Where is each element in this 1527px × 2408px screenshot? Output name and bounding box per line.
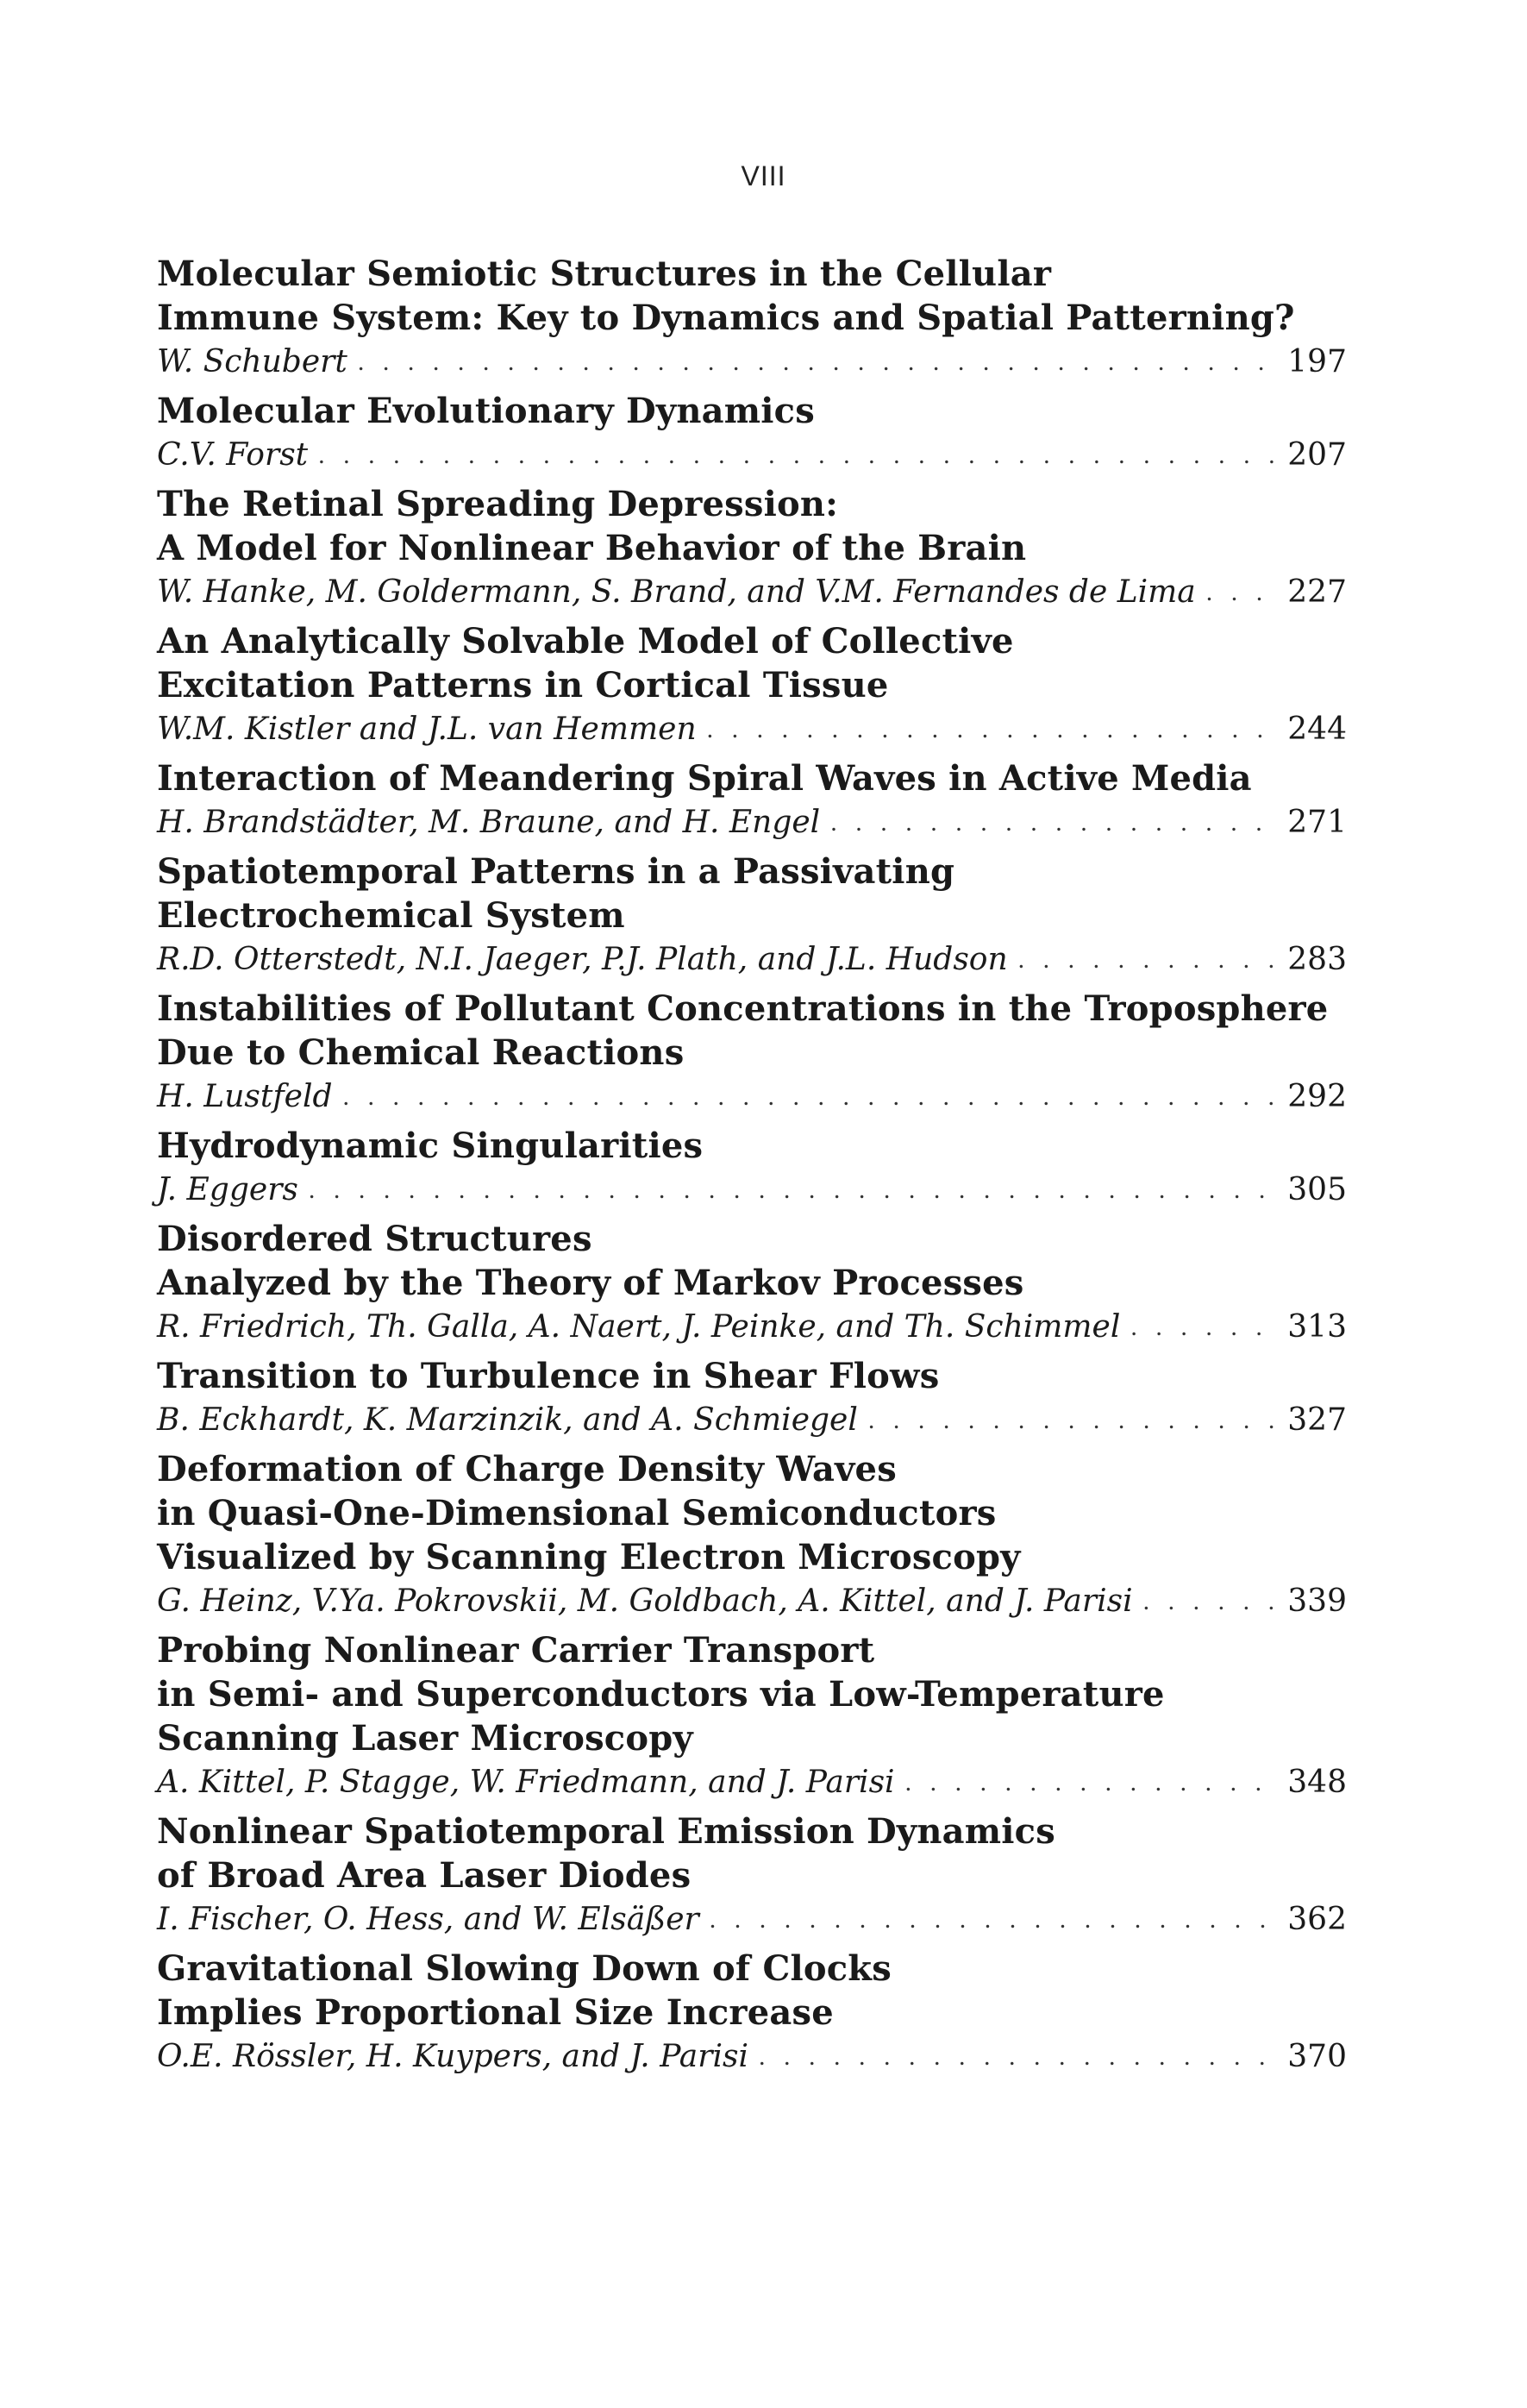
- toc-entry-author-line: [157, 1168, 1347, 1212]
- toc-entry-page: 313: [1287, 1309, 1347, 1345]
- toc-entry-title: of Broad Area Laser Diodes: [157, 1855, 692, 1896]
- toc-entry-page: 370: [1287, 2039, 1347, 2074]
- toc-entry-page: 227: [1287, 574, 1347, 610]
- toc-entry-title: in Semi- and Superconductors via Low-Temperature: [157, 1674, 1165, 1715]
- toc-entry-authors: A. Kittel, P. Stagge, W. Friedmann, and J. Parisi: [157, 1765, 895, 1800]
- toc-entry: [157, 1217, 1347, 1349]
- toc-entry-authors: B. Eckhardt, K. Marzinzik, and A. Schmiegel: [157, 1402, 858, 1438]
- toc-entry-authors: J. Eggers: [157, 1172, 298, 1207]
- toc-entry-title: Spatiotemporal Patterns in a Passivating: [157, 851, 955, 892]
- toc-entry-authors: I. Fischer, O. Hess, and W. Elsäßer: [157, 1902, 699, 1937]
- toc-entry-title: Molecular Semiotic Structures in the Cellular: [157, 254, 1052, 294]
- dot-leader: [358, 340, 1277, 384]
- toc-entry-page: 339: [1287, 1583, 1347, 1619]
- toc-entry-title: Deformation of Charge Density Waves: [157, 1449, 897, 1489]
- dot-leader: [1206, 570, 1278, 614]
- dot-leader: [707, 707, 1278, 751]
- dot-leader: [1143, 1579, 1278, 1623]
- toc-entry-page: 292: [1287, 1079, 1347, 1114]
- toc-entry: [157, 756, 1347, 844]
- toc-entry: [157, 1354, 1347, 1442]
- toc-entry-authors: W. Schubert: [157, 344, 347, 379]
- dot-leader: [1018, 937, 1278, 981]
- toc-entry-author-line: [157, 1760, 1347, 1804]
- toc-entry-author-line: [157, 1579, 1347, 1623]
- toc-entry-author-line: [157, 570, 1347, 614]
- toc-entry-authors: W. Hanke, M. Goldermann, S. Brand, and V.M. Fernandes de Lima: [157, 574, 1196, 610]
- toc-entry-author-line: [157, 433, 1347, 477]
- toc-entry-author-line: [157, 707, 1347, 751]
- toc-entry: [157, 1628, 1347, 1804]
- toc-entry-authors: R.D. Otterstedt, N.I. Jaeger, P.J. Plath, and J.L. Hudson: [157, 942, 1008, 977]
- toc-entry-title: Transition to Turbulence in Shear Flows: [157, 1356, 940, 1396]
- dot-leader: [830, 800, 1277, 844]
- dot-leader: [318, 433, 1277, 477]
- toc-entry-title: A Model for Nonlinear Behavior of the Brain: [157, 528, 1027, 568]
- toc-entry-title: Probing Nonlinear Carrier Transport: [157, 1630, 875, 1671]
- toc-entry-title: Nonlinear Spatiotemporal Emission Dynamics: [157, 1811, 1055, 1852]
- toc-entry-author-line: [157, 937, 1347, 981]
- toc-entry: [157, 619, 1347, 751]
- toc-entry: [157, 252, 1347, 384]
- toc-entry-author-line: [157, 1075, 1347, 1119]
- toc-entry-title: Hydrodynamic Singularities: [157, 1126, 704, 1166]
- dot-leader: [309, 1168, 1277, 1212]
- toc-entry: [157, 850, 1347, 981]
- toc-entry-title: in Quasi-One-Dimensional Semiconductors: [157, 1493, 997, 1533]
- page-number: VIII: [741, 160, 786, 191]
- toc-entry: [157, 482, 1347, 614]
- table-of-contents: [157, 252, 1347, 2084]
- toc-entry-page: 348: [1287, 1765, 1347, 1800]
- toc-entry-title: Visualized by Scanning Electron Microscopy: [157, 1537, 1021, 1577]
- dot-leader: [905, 1760, 1278, 1804]
- dot-leader: [710, 1897, 1278, 1941]
- toc-entry-title: Immune System: Key to Dynamics and Spatial Patterning?: [157, 298, 1295, 338]
- toc-entry-authors: R. Friedrich, Th. Galla, A. Naert, J. Peinke, and Th. Schimmel: [157, 1309, 1121, 1345]
- toc-entry-page: 244: [1287, 712, 1347, 747]
- toc-entry-title: Disordered Structures: [157, 1219, 592, 1259]
- toc-entry-title: Scanning Laser Microscopy: [157, 1718, 693, 1759]
- toc-entry-title: Molecular Evolutionary Dynamics: [157, 391, 815, 431]
- toc-entry-page: 197: [1287, 344, 1347, 379]
- toc-entry: [157, 1124, 1347, 1212]
- toc-entry-authors: G. Heinz, V.Ya. Pokrovskii, M. Goldbach, A. Kittel, and J. Parisi: [157, 1583, 1133, 1619]
- toc-entry-title: An Analytically Solvable Model of Collective: [157, 621, 1014, 662]
- toc-entry-title: Due to Chemical Reactions: [157, 1032, 685, 1073]
- toc-entry-title: Analyzed by the Theory of Markov Processes: [157, 1263, 1024, 1303]
- toc-entry-author-line: [157, 1398, 1347, 1442]
- toc-entry-authors: W.M. Kistler and J.L. van Hemmen: [157, 712, 697, 747]
- dot-leader: [1130, 1305, 1277, 1349]
- toc-entry-author-line: [157, 800, 1347, 844]
- toc-entry: [157, 1447, 1347, 1623]
- toc-entry: [157, 389, 1347, 477]
- dot-leader: [759, 2035, 1277, 2079]
- dot-leader: [343, 1075, 1278, 1119]
- toc-entry: [157, 987, 1347, 1119]
- toc-entry-author-line: [157, 2035, 1347, 2079]
- toc-entry-author-line: [157, 340, 1347, 384]
- toc-entry-title: Electrochemical System: [157, 895, 625, 936]
- toc-entry-title: Implies Proportional Size Increase: [157, 1992, 834, 2033]
- toc-entry-authors: H. Lustfeld: [157, 1079, 333, 1114]
- toc-entry-title: Instabilities of Pollutant Concentrations in the Troposphere: [157, 988, 1329, 1029]
- toc-entry: [157, 1809, 1347, 1941]
- toc-entry-title: Interaction of Meandering Spiral Waves in Active Media: [157, 758, 1252, 799]
- toc-entry-authors: O.E. Rössler, H. Kuypers, and J. Parisi: [157, 2039, 748, 2074]
- toc-entry-author-line: [157, 1897, 1347, 1941]
- toc-entry-title: The Retinal Spreading Depression:: [157, 484, 839, 524]
- toc-entry-page: 207: [1287, 437, 1347, 473]
- toc-entry-page: 305: [1287, 1172, 1347, 1207]
- toc-entry-author-line: [157, 1305, 1347, 1349]
- dot-leader: [868, 1398, 1277, 1442]
- toc-entry-page: 283: [1287, 942, 1347, 977]
- toc-entry-authors: C.V. Forst: [157, 437, 309, 473]
- toc-entry: [157, 1947, 1347, 2079]
- toc-entry-authors: H. Brandstädter, M. Braune, and H. Engel: [157, 805, 821, 840]
- toc-entry-page: 362: [1287, 1902, 1347, 1937]
- toc-entry-page: 327: [1287, 1402, 1347, 1438]
- toc-entry-page: 271: [1287, 805, 1347, 840]
- toc-entry-title: Gravitational Slowing Down of Clocks: [157, 1948, 892, 1989]
- toc-entry-title: Excitation Patterns in Cortical Tissue: [157, 665, 889, 705]
